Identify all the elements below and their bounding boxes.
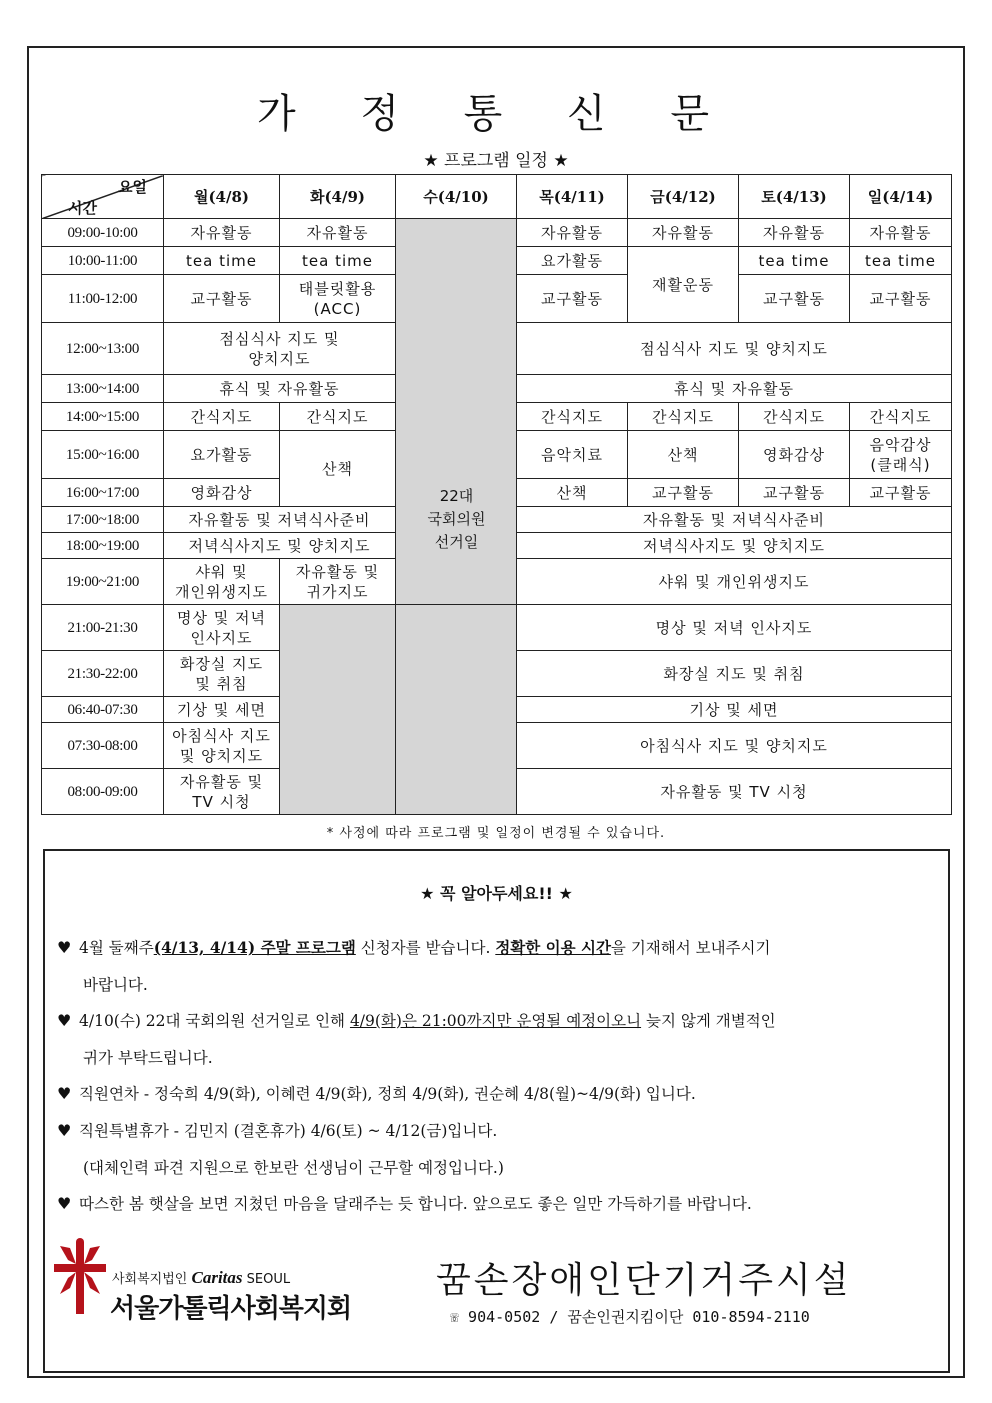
- activity-cell: 음악치료: [517, 431, 628, 479]
- activity-cell: 자유활동: [850, 219, 952, 247]
- day-header: 화(4/9): [280, 175, 396, 219]
- activity-cell: 교구활동: [850, 479, 952, 507]
- day-header: 월(4/8): [164, 175, 280, 219]
- activity-cell: 음악감상 (클래식): [850, 431, 952, 479]
- notice-item: [57, 1002, 942, 1077]
- activity-cell: 영화감상: [739, 431, 850, 479]
- page-title: 가 정 통 신 문: [256, 91, 736, 137]
- activity-cell: 화장실 지도 및 취침: [517, 651, 952, 697]
- activity-cell: 샤워 및 개인위생지도: [164, 559, 280, 605]
- table-header-row: [42, 175, 952, 219]
- corner-header: [42, 175, 164, 219]
- activity-cell: 자유활동 및 귀가지도: [280, 559, 396, 605]
- day-header: 일(4/14): [850, 175, 952, 219]
- time-cell: 11:00-12:00: [42, 275, 164, 323]
- activity-cell: 요가활동: [517, 247, 628, 275]
- heart-bullet-icon: ♥: [57, 1011, 72, 1030]
- activity-cell: 점심식사 지도 및 양치지도: [164, 323, 396, 375]
- time-cell: 15:00~16:00: [42, 431, 164, 479]
- facility-name: 꿈손장애인단기거주시설: [436, 1260, 852, 1301]
- activity-cell: 간식지도: [517, 403, 628, 431]
- caritas-logo: [50, 1238, 370, 1328]
- notice-text: 직원특별휴가 - 김민지 (결혼휴가) 4/6(토) ~ 4/12(금)입니다.: [79, 1122, 498, 1140]
- activity-cell: 산책: [517, 479, 628, 507]
- day-header: 토(4/13): [739, 175, 850, 219]
- time-cell: 09:00-10:00: [42, 219, 164, 247]
- notice-text: 직원연차 - 정숙희 4/9(화), 이혜련 4/9(화), 정희 4/9(화), 권순혜 4/8(월)~4/9(화) 입니다.: [79, 1085, 696, 1103]
- notice-emphasis: 정확한 이용 시간: [495, 938, 611, 957]
- heart-bullet-icon: ♥: [57, 1121, 72, 1140]
- activity-cell: 저녁식사지도 및 양치지도: [164, 533, 396, 559]
- table-row: [42, 605, 952, 651]
- notice-text: 따스한 봄 햇살을 보면 지쳤던 마음을 달래주는 듯 합니다. 앞으로도 좋은 일만 가득하기를 바랍니다.: [79, 1195, 752, 1213]
- time-cell: 19:00~21:00: [42, 559, 164, 605]
- notice-emphasis: (4/13, 4/14) 주말 프로그램: [153, 938, 356, 957]
- election-day-label: 22대 국회의원 선거일: [427, 487, 486, 551]
- activity-cell: 태블릿활용 (ACC): [280, 275, 396, 323]
- time-cell: 16:00~17:00: [42, 479, 164, 507]
- time-cell: 07:30-08:00: [42, 723, 164, 769]
- activity-cell: 간식지도: [628, 403, 739, 431]
- activity-cell: 자유활동: [739, 219, 850, 247]
- activity-cell: 영화감상: [164, 479, 280, 507]
- activity-cell: 명상 및 저녁 인사지도: [517, 605, 952, 651]
- activity-cell: 아침식사 지도 및 양치지도: [164, 723, 280, 769]
- time-cell: 13:00~14:00: [42, 375, 164, 403]
- caritas-small-text: [112, 1268, 290, 1288]
- notice-text: 4/10(수) 22대 국회의원 선거일로 인해: [79, 1012, 350, 1030]
- activity-cell: 간식지도: [164, 403, 280, 431]
- empty-gray-cell: [280, 605, 396, 815]
- activity-cell: 점심식사 지도 및 양치지도: [517, 323, 952, 375]
- notice-title: ★ 꼭 알아두세요!! ★: [420, 884, 573, 903]
- activity-cell: tea time: [280, 247, 396, 275]
- time-cell: 08:00-09:00: [42, 769, 164, 815]
- corner-day-label: 요일: [118, 178, 147, 196]
- time-cell: 21:30-22:00: [42, 651, 164, 697]
- activity-cell: 휴식 및 자유활동: [164, 375, 396, 403]
- activity-cell: 간식지도: [280, 403, 396, 431]
- activity-cell: 교구활동: [164, 275, 280, 323]
- activity-cell: 기상 및 세면: [517, 697, 952, 723]
- schedule-subtitle: ★ 프로그램 일정 ★: [423, 151, 569, 171]
- activity-cell: 저녁식사지도 및 양치지도: [517, 533, 952, 559]
- logo-prefix: 사회복지법인: [112, 1272, 188, 1287]
- time-cell: 17:00~18:00: [42, 507, 164, 533]
- day-header: 목(4/11): [517, 175, 628, 219]
- caritas-org-name: 서울가톨릭사회복지회: [110, 1294, 352, 1324]
- activity-cell: 명상 및 저녁 인사지도: [164, 605, 280, 651]
- time-cell: 10:00-11:00: [42, 247, 164, 275]
- logo-brand: Caritas: [191, 1268, 243, 1287]
- notice-text: 바랍니다.: [83, 976, 148, 994]
- notice-text: 을 기재해서 보내주시기: [610, 939, 771, 957]
- activity-cell: 교구활동: [739, 275, 850, 323]
- heart-bullet-icon: ♥: [57, 1084, 72, 1103]
- day-header: 수(4/10): [396, 175, 517, 219]
- activity-cell: 샤워 및 개인위생지도: [517, 559, 952, 605]
- activity-cell: 기상 및 세면: [164, 697, 280, 723]
- time-cell: 12:00~13:00: [42, 323, 164, 375]
- activity-cell: 간식지도: [850, 403, 952, 431]
- empty-gray-cell: [396, 605, 517, 815]
- schedule-footnote: * 사정에 따라 프로그램 및 일정이 변경될 수 있습니다.: [326, 826, 666, 841]
- activity-cell: 재활운동: [628, 247, 739, 323]
- activity-cell: 자유활동: [164, 219, 280, 247]
- time-cell: 06:40-07:30: [42, 697, 164, 723]
- activity-cell: 산책: [280, 431, 396, 507]
- activity-cell: 자유활동 및 저녁식사준비: [517, 507, 952, 533]
- notice-text: 귀가 부탁드립니다.: [83, 1049, 213, 1067]
- activity-cell: 자유활동 및 TV 시청: [164, 769, 280, 815]
- activity-cell: 자유활동: [280, 219, 396, 247]
- activity-cell: 간식지도: [739, 403, 850, 431]
- activity-cell: 아침식사 지도 및 양치지도: [517, 723, 952, 769]
- activity-cell: 자유활동: [517, 219, 628, 247]
- logo-suffix: SEOUL: [246, 1272, 291, 1287]
- notice-item: [57, 929, 942, 1004]
- activity-cell: 화장실 지도 및 취침: [164, 651, 280, 697]
- notice-text: 신청자를 받습니다.: [355, 939, 496, 957]
- activity-cell: 요가활동: [164, 431, 280, 479]
- activity-cell: 교구활동: [739, 479, 850, 507]
- activity-cell: tea time: [739, 247, 850, 275]
- corner-time-label: 시간: [68, 199, 97, 217]
- heart-bullet-icon: ♥: [57, 938, 72, 957]
- time-cell: 14:00~15:00: [42, 403, 164, 431]
- activity-cell: 자유활동 및 TV 시청: [517, 769, 952, 815]
- notice-item: [57, 1075, 942, 1113]
- activity-cell: 산책: [628, 431, 739, 479]
- activity-cell: 휴식 및 자유활동: [517, 375, 952, 403]
- time-cell: 21:00-21:30: [42, 605, 164, 651]
- notice-emphasis: 4/9(화)은 21:00까지만 운영될 예정이오니: [349, 1012, 642, 1030]
- contact-info: ☏ 904-0502 / 꿈손인권지킴이단 010-8594-2110: [450, 1308, 810, 1326]
- activity-cell: 자유활동 및 저녁식사준비: [164, 507, 396, 533]
- notice-text: (대체인력 파견 지원으로 한보란 선생님이 근무할 예정입니다.): [83, 1159, 504, 1177]
- activity-cell: 자유활동: [628, 219, 739, 247]
- activity-cell: 교구활동: [517, 275, 628, 323]
- activity-cell: 교구활동: [850, 275, 952, 323]
- notice-text: 늦지 않게 개별적인: [641, 1012, 776, 1030]
- activity-cell: tea time: [850, 247, 952, 275]
- notice-item: [57, 1185, 942, 1223]
- table-row: [42, 219, 952, 247]
- heart-bullet-icon: ♥: [57, 1194, 72, 1213]
- activity-cell: 교구활동: [628, 479, 739, 507]
- time-cell: 18:00~19:00: [42, 533, 164, 559]
- day-header: 금(4/12): [628, 175, 739, 219]
- notice-item: [57, 1112, 942, 1187]
- notice-text: 4월 둘째주: [79, 939, 154, 957]
- activity-cell: tea time: [164, 247, 280, 275]
- caritas-cross-icon: [50, 1238, 110, 1318]
